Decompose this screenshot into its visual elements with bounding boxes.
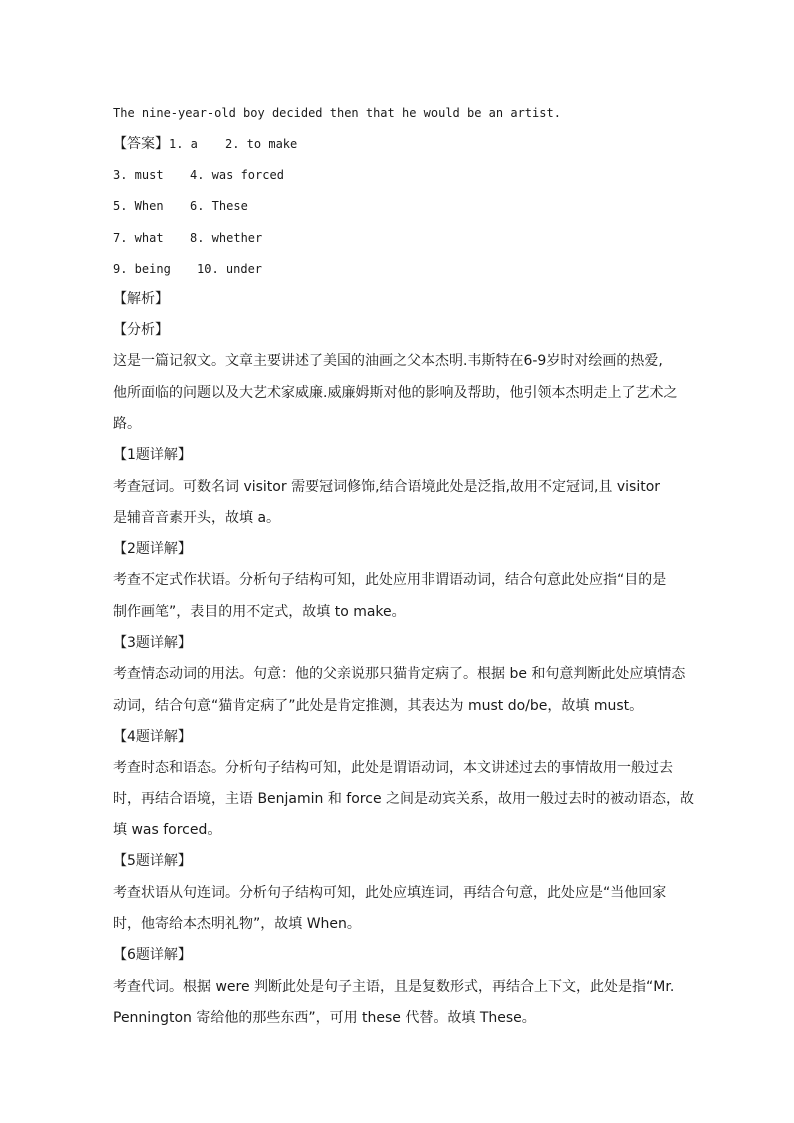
fenxi-label: 【分析】 bbox=[113, 322, 169, 338]
answer-row-4 bbox=[113, 230, 262, 246]
detail-line: 时，再结合语境，主语 Benjamin 和 force 之间是动宾关系，故用一般过去时的被动语态，故 bbox=[113, 791, 695, 807]
fenxi-line: 这是一篇记叙文。文章主要讲述了美国的油画之父本杰明.韦斯特在6-9岁时对绘画的热爱, bbox=[113, 353, 663, 369]
detail-line: 是辅音音素开头，故填 a。 bbox=[113, 510, 281, 526]
answer-row-1 bbox=[113, 136, 297, 152]
fenxi-line: 路。 bbox=[113, 416, 141, 432]
answer-item: 1. a bbox=[169, 137, 198, 151]
answer-row-3 bbox=[113, 198, 248, 214]
detail-label: 【4题详解】 bbox=[113, 729, 192, 745]
answer-item: 9. being bbox=[113, 262, 171, 276]
answer-label: 【答案】 bbox=[113, 136, 169, 152]
detail-label: 【6题详解】 bbox=[113, 947, 192, 963]
detail-line: 考查冠词。可数名词 visitor 需要冠词修饰,结合语境此处是泛指,故用不定冠词,且 visitor bbox=[113, 479, 661, 495]
detail-line: 考查状语从句连词。分析句子结构可知，此处应填连词，再结合句意，此处应是“当他回家 bbox=[113, 885, 667, 901]
detail-line: 考查代词。根据 were 判断此处是句子主语，且是复数形式，再结合上下文，此处是指“Mr. bbox=[113, 979, 675, 995]
fenxi-line: 他所面临的问题以及大艺术家威廉.威廉姆斯对他的影响及帮助，他引领本杰明走上了艺术之 bbox=[113, 385, 678, 401]
detail-line: 填 was forced。 bbox=[113, 822, 222, 838]
answer-row-2 bbox=[113, 167, 284, 183]
detail-line: 制作画笔”，表目的用不定式，故填 to make。 bbox=[113, 604, 406, 620]
detail-label: 【2题详解】 bbox=[113, 541, 192, 557]
answer-item: 5. When bbox=[113, 199, 164, 213]
detail-line: 时，他寄给本杰明礼物”，故填 When。 bbox=[113, 916, 361, 932]
answer-item: 2. to make bbox=[225, 137, 298, 151]
answer-item: 10. under bbox=[197, 262, 263, 276]
intro-sentence: The nine-year-old boy decided then that he would be an artist. bbox=[113, 106, 561, 120]
detail-line: 考查不定式作状语。分析句子结构可知，此处应用非谓语动词，结合句意此处应指“目的是 bbox=[113, 572, 667, 588]
detail-label: 【5题详解】 bbox=[113, 853, 192, 869]
answer-item: 8. whether bbox=[190, 231, 263, 245]
detail-line: 考查时态和语态。分析句子结构可知，此处是谓语动词，本文讲述过去的事情故用一般过去 bbox=[113, 760, 673, 776]
detail-line: Pennington 寄给他的那些东西”，可用 these 代替。故填 These。 bbox=[113, 1010, 536, 1026]
detail-line: 考查情态动词的用法。句意：他的父亲说那只猫肯定病了。根据 be 和句意判断此处应填情态 bbox=[113, 666, 686, 682]
answer-row-5 bbox=[113, 261, 262, 277]
detail-label: 【3题详解】 bbox=[113, 635, 192, 651]
detail-label: 【1题详解】 bbox=[113, 447, 192, 463]
answer-item: 3. must bbox=[113, 168, 164, 182]
answer-item: 4. was forced bbox=[190, 168, 284, 182]
analysis-label: 【解析】 bbox=[113, 291, 169, 307]
answer-item: 6. These bbox=[190, 199, 248, 213]
detail-line: 动词，结合句意“猫肯定病了”此处是肯定推测，其表达为 must do/be，故填 must。 bbox=[113, 698, 644, 714]
answer-item: 7. what bbox=[113, 231, 164, 245]
